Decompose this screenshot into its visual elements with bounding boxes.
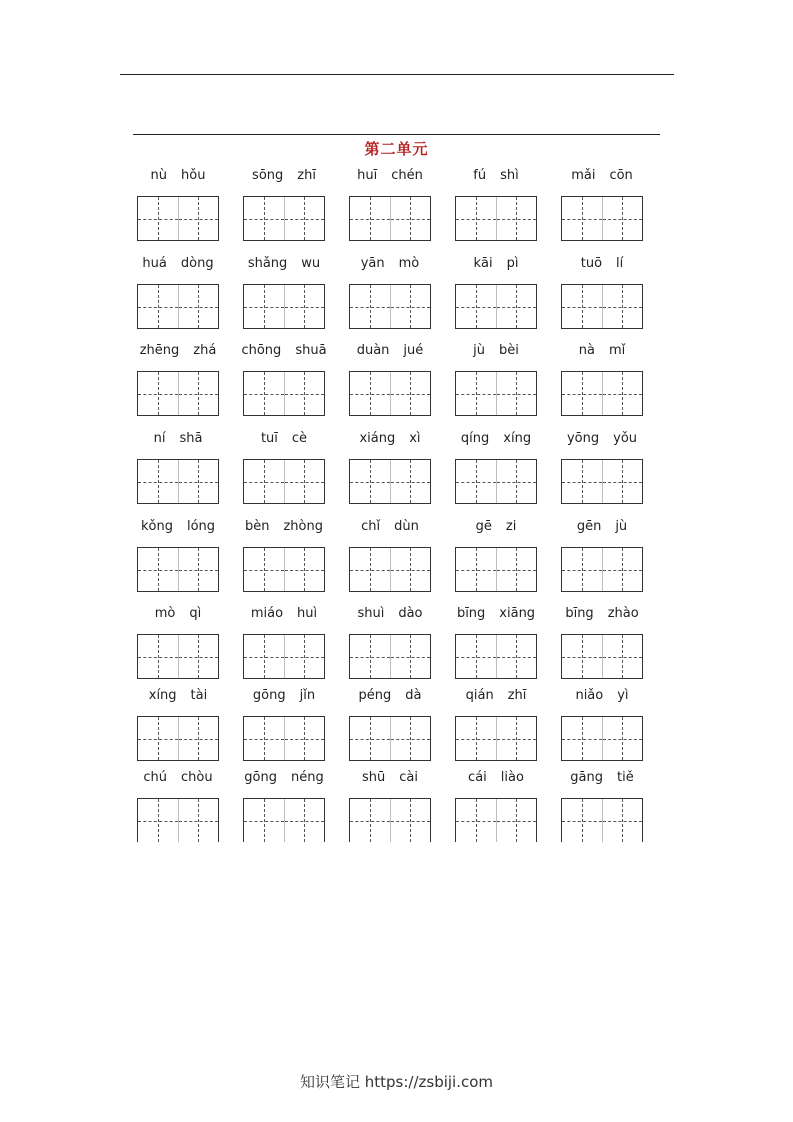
pinyin-syllable: huì <box>297 606 318 621</box>
pinyin-label <box>237 770 331 788</box>
pinyin-label <box>237 168 331 186</box>
character-square[interactable] <box>602 799 643 842</box>
pinyin-syllable: mò <box>154 606 176 621</box>
writing-box[interactable] <box>455 459 537 504</box>
pinyin-syllable: kǒng <box>140 519 173 534</box>
pinyin-syllable: chú <box>143 770 168 785</box>
character-square[interactable] <box>390 717 431 760</box>
pinyin-syllable: lóng <box>186 519 216 534</box>
writing-box[interactable] <box>137 547 219 592</box>
character-square[interactable] <box>562 372 602 415</box>
pinyin-syllable: zhòng <box>283 519 323 534</box>
character-square[interactable] <box>496 635 537 678</box>
pinyin-syllable: fú <box>473 168 487 183</box>
writing-box[interactable] <box>137 716 219 761</box>
character-square[interactable] <box>602 285 643 328</box>
pinyin-syllable: zhá <box>193 343 217 358</box>
writing-box[interactable] <box>137 196 219 241</box>
character-square[interactable] <box>178 717 219 760</box>
character-square[interactable] <box>244 372 284 415</box>
writing-box[interactable] <box>455 798 537 842</box>
pinyin-label <box>449 688 543 706</box>
character-square[interactable] <box>562 460 602 503</box>
writing-box[interactable] <box>243 798 325 842</box>
character-square[interactable] <box>350 285 390 328</box>
writing-box[interactable] <box>455 547 537 592</box>
character-square[interactable] <box>456 285 496 328</box>
pinyin-syllable: xiāng <box>499 606 536 621</box>
character-square[interactable] <box>390 460 431 503</box>
pinyin-syllable: qíng <box>460 431 490 446</box>
pinyin-label <box>449 606 543 624</box>
pinyin-label <box>555 519 649 537</box>
pinyin-label <box>131 256 225 274</box>
pinyin-syllable: cài <box>399 770 418 785</box>
writing-box[interactable] <box>137 371 219 416</box>
character-square[interactable] <box>602 635 643 678</box>
character-square[interactable] <box>138 548 178 591</box>
writing-box[interactable] <box>243 634 325 679</box>
writing-box[interactable] <box>455 371 537 416</box>
pinyin-syllable: zi <box>505 519 517 534</box>
pinyin-label <box>555 770 649 788</box>
pinyin-syllable: yōng <box>566 431 600 446</box>
character-square[interactable] <box>496 285 537 328</box>
writing-box[interactable] <box>243 547 325 592</box>
pinyin-syllable: gāng <box>570 770 603 785</box>
character-square[interactable] <box>562 799 602 842</box>
character-square[interactable] <box>562 635 602 678</box>
pinyin-syllable: huī <box>357 168 378 183</box>
pinyin-syllable: cái <box>468 770 487 785</box>
character-square[interactable] <box>456 197 496 240</box>
pinyin-label <box>555 256 649 274</box>
character-square[interactable] <box>178 285 219 328</box>
pinyin-label <box>131 606 225 624</box>
character-square[interactable] <box>138 717 178 760</box>
pinyin-syllable: cè <box>291 431 308 446</box>
character-square[interactable] <box>178 372 219 415</box>
writing-box[interactable] <box>349 459 431 504</box>
character-square[interactable] <box>284 717 325 760</box>
pinyin-label <box>555 606 649 624</box>
character-square[interactable] <box>562 285 602 328</box>
pinyin-syllable: yān <box>360 256 385 271</box>
pinyin-syllable: sōng <box>252 168 284 183</box>
pinyin-syllable: lí <box>616 256 624 271</box>
writing-box[interactable] <box>561 459 643 504</box>
pinyin-syllable: chǐ <box>361 519 381 534</box>
character-square[interactable] <box>178 460 219 503</box>
pinyin-syllable: shǎng <box>247 256 288 271</box>
pinyin-syllable: mò <box>398 256 420 271</box>
character-square[interactable] <box>456 372 496 415</box>
writing-box[interactable] <box>137 634 219 679</box>
character-square[interactable] <box>390 635 431 678</box>
pinyin-syllable: xíng <box>503 431 532 446</box>
pinyin-syllable: cōn <box>609 168 633 183</box>
pinyin-syllable: niǎo <box>575 688 604 703</box>
pinyin-syllable: tuō <box>580 256 603 271</box>
character-square[interactable] <box>562 197 602 240</box>
writing-box[interactable] <box>243 196 325 241</box>
pinyin-syllable: yǒu <box>613 431 638 446</box>
pinyin-label <box>555 168 649 186</box>
pinyin-label <box>343 168 437 186</box>
character-square[interactable] <box>456 460 496 503</box>
character-square[interactable] <box>390 799 431 842</box>
character-square[interactable] <box>390 372 431 415</box>
pinyin-syllable: gē <box>475 519 492 534</box>
pinyin-syllable: yì <box>617 688 629 703</box>
pinyin-label <box>555 688 649 706</box>
pinyin-label <box>343 519 437 537</box>
character-square[interactable] <box>138 285 178 328</box>
character-square[interactable] <box>496 548 537 591</box>
pinyin-syllable: qì <box>189 606 202 621</box>
pinyin-syllable: néng <box>290 770 324 785</box>
pinyin-syllable: xì <box>409 431 421 446</box>
pinyin-syllable: tiě <box>617 770 634 785</box>
writing-box[interactable] <box>243 284 325 329</box>
pinyin-label <box>343 256 437 274</box>
pinyin-syllable: shì <box>500 168 519 183</box>
character-square[interactable] <box>602 372 643 415</box>
character-square[interactable] <box>350 460 390 503</box>
character-square[interactable] <box>456 548 496 591</box>
character-square[interactable] <box>496 717 537 760</box>
character-square[interactable] <box>138 799 178 842</box>
writing-box[interactable] <box>137 284 219 329</box>
pinyin-syllable: chén <box>391 168 423 183</box>
pinyin-label <box>131 688 225 706</box>
pinyin-syllable: hǒu <box>181 168 206 183</box>
pinyin-syllable: gōng <box>244 770 277 785</box>
pinyin-syllable: tuī <box>260 431 278 446</box>
character-square[interactable] <box>244 285 284 328</box>
writing-box[interactable] <box>137 798 219 842</box>
pinyin-syllable: zhào <box>607 606 639 621</box>
character-square[interactable] <box>390 285 431 328</box>
character-square[interactable] <box>390 548 431 591</box>
pinyin-label <box>449 343 543 361</box>
pinyin-label <box>449 256 543 274</box>
character-square[interactable] <box>284 372 325 415</box>
writing-box[interactable] <box>561 196 643 241</box>
character-square[interactable] <box>496 460 537 503</box>
character-square[interactable] <box>178 197 219 240</box>
character-square[interactable] <box>244 197 284 240</box>
character-square[interactable] <box>602 460 643 503</box>
pinyin-syllable: jù <box>473 343 485 358</box>
character-square[interactable] <box>244 548 284 591</box>
writing-box[interactable] <box>561 634 643 679</box>
character-square[interactable] <box>496 372 537 415</box>
character-square[interactable] <box>456 717 496 760</box>
character-square[interactable] <box>244 799 284 842</box>
pinyin-syllable: gēn <box>576 519 602 534</box>
writing-box[interactable] <box>243 459 325 504</box>
pinyin-syllable: chōng <box>241 343 282 358</box>
pinyin-label <box>449 431 543 449</box>
pinyin-syllable: pì <box>506 256 519 271</box>
character-square[interactable] <box>496 197 537 240</box>
pinyin-label <box>449 168 543 186</box>
pinyin-syllable: dà <box>405 688 422 703</box>
character-square[interactable] <box>456 635 496 678</box>
pinyin-label <box>449 770 543 788</box>
character-square[interactable] <box>244 635 284 678</box>
character-square[interactable] <box>138 197 178 240</box>
pinyin-syllable: kāi <box>473 256 493 271</box>
pinyin-syllable: jué <box>403 343 424 358</box>
character-square[interactable] <box>284 548 325 591</box>
writing-box[interactable] <box>455 634 537 679</box>
writing-box[interactable] <box>349 716 431 761</box>
pinyin-label <box>343 770 437 788</box>
writing-box[interactable] <box>455 196 537 241</box>
character-square[interactable] <box>562 717 602 760</box>
pinyin-syllable: mǐ <box>608 343 626 358</box>
pinyin-syllable: miáo <box>250 606 284 621</box>
pinyin-syllable: bīng <box>565 606 594 621</box>
character-square[interactable] <box>138 635 178 678</box>
pinyin-label <box>237 519 331 537</box>
pinyin-label <box>237 606 331 624</box>
pinyin-syllable: dào <box>398 606 423 621</box>
character-square[interactable] <box>562 548 602 591</box>
character-square[interactable] <box>350 635 390 678</box>
pinyin-label <box>555 343 649 361</box>
pinyin-syllable: huá <box>142 256 167 271</box>
writing-box[interactable] <box>243 371 325 416</box>
unit-title: 第二单元 <box>364 140 429 158</box>
character-square[interactable] <box>350 197 390 240</box>
character-square[interactable] <box>390 197 431 240</box>
writing-box[interactable] <box>561 284 643 329</box>
pinyin-syllable: qián <box>465 688 494 703</box>
pinyin-syllable: bèi <box>498 343 519 358</box>
writing-box[interactable] <box>455 716 537 761</box>
character-square[interactable] <box>456 799 496 842</box>
pinyin-syllable: wu <box>301 256 321 271</box>
character-square[interactable] <box>244 717 284 760</box>
character-square[interactable] <box>178 635 219 678</box>
writing-box[interactable] <box>455 284 537 329</box>
pinyin-syllable: bèn <box>244 519 270 534</box>
writing-box[interactable] <box>561 798 643 842</box>
pinyin-syllable: nù <box>150 168 168 183</box>
pinyin-syllable: nà <box>578 343 595 358</box>
pinyin-syllable: zhī <box>297 168 316 183</box>
writing-box[interactable] <box>349 634 431 679</box>
character-square[interactable] <box>350 372 390 415</box>
pinyin-label <box>131 519 225 537</box>
writing-box[interactable] <box>561 716 643 761</box>
pinyin-syllable: mǎi <box>571 168 596 183</box>
writing-box[interactable] <box>243 716 325 761</box>
top-rule <box>120 74 674 75</box>
pinyin-syllable: duàn <box>356 343 390 358</box>
writing-box[interactable] <box>349 284 431 329</box>
pinyin-label <box>131 770 225 788</box>
pinyin-label <box>343 431 437 449</box>
writing-box[interactable] <box>561 371 643 416</box>
character-square[interactable] <box>284 799 325 842</box>
character-square[interactable] <box>284 285 325 328</box>
pinyin-label <box>449 519 543 537</box>
pinyin-syllable: xíng <box>148 688 177 703</box>
pinyin-label <box>131 343 225 361</box>
pinyin-syllable: zhēng <box>139 343 180 358</box>
pinyin-syllable: dùn <box>394 519 419 534</box>
character-square[interactable] <box>496 799 537 842</box>
pinyin-label <box>237 688 331 706</box>
pinyin-syllable: jù <box>615 519 628 534</box>
pinyin-syllable: péng <box>358 688 392 703</box>
pinyin-syllable: ní <box>153 431 166 446</box>
pinyin-syllable: xiáng <box>359 431 396 446</box>
pinyin-syllable: dòng <box>180 256 214 271</box>
pinyin-syllable: shuā <box>295 343 327 358</box>
pinyin-syllable: gōng <box>252 688 286 703</box>
pinyin-syllable: bīng <box>456 606 486 621</box>
pinyin-label <box>131 168 225 186</box>
writing-box[interactable] <box>349 798 431 842</box>
pinyin-syllable: shā <box>179 431 203 446</box>
pinyin-syllable: shū <box>362 770 386 785</box>
pinyin-label <box>343 688 437 706</box>
pinyin-label <box>343 343 437 361</box>
header-rule <box>133 134 660 135</box>
character-square[interactable] <box>350 548 390 591</box>
character-square[interactable] <box>350 799 390 842</box>
character-square[interactable] <box>602 717 643 760</box>
character-square[interactable] <box>178 548 219 591</box>
pinyin-label <box>237 431 331 449</box>
pinyin-syllable: shuì <box>357 606 385 621</box>
writing-box[interactable] <box>349 547 431 592</box>
character-square[interactable] <box>138 372 178 415</box>
character-square[interactable] <box>602 548 643 591</box>
character-square[interactable] <box>284 460 325 503</box>
pinyin-syllable: liào <box>500 770 524 785</box>
pinyin-syllable: tài <box>190 688 208 703</box>
character-square[interactable] <box>284 635 325 678</box>
pinyin-syllable: chòu <box>181 770 213 785</box>
writing-box[interactable] <box>137 459 219 504</box>
character-square[interactable] <box>138 460 178 503</box>
character-square[interactable] <box>284 197 325 240</box>
pinyin-label <box>131 431 225 449</box>
footer-watermark: 知识笔记 https://zsbiji.com <box>299 1073 494 1091</box>
writing-box[interactable] <box>349 196 431 241</box>
pinyin-syllable: zhī <box>507 688 527 703</box>
writing-box[interactable] <box>349 371 431 416</box>
pinyin-label <box>237 343 331 361</box>
pinyin-syllable: jǐn <box>299 688 316 703</box>
character-square[interactable] <box>244 460 284 503</box>
character-square[interactable] <box>178 799 219 842</box>
pinyin-label <box>555 431 649 449</box>
pinyin-label <box>343 606 437 624</box>
pinyin-label <box>237 256 331 274</box>
character-square[interactable] <box>602 197 643 240</box>
writing-box[interactable] <box>561 547 643 592</box>
character-square[interactable] <box>350 717 390 760</box>
